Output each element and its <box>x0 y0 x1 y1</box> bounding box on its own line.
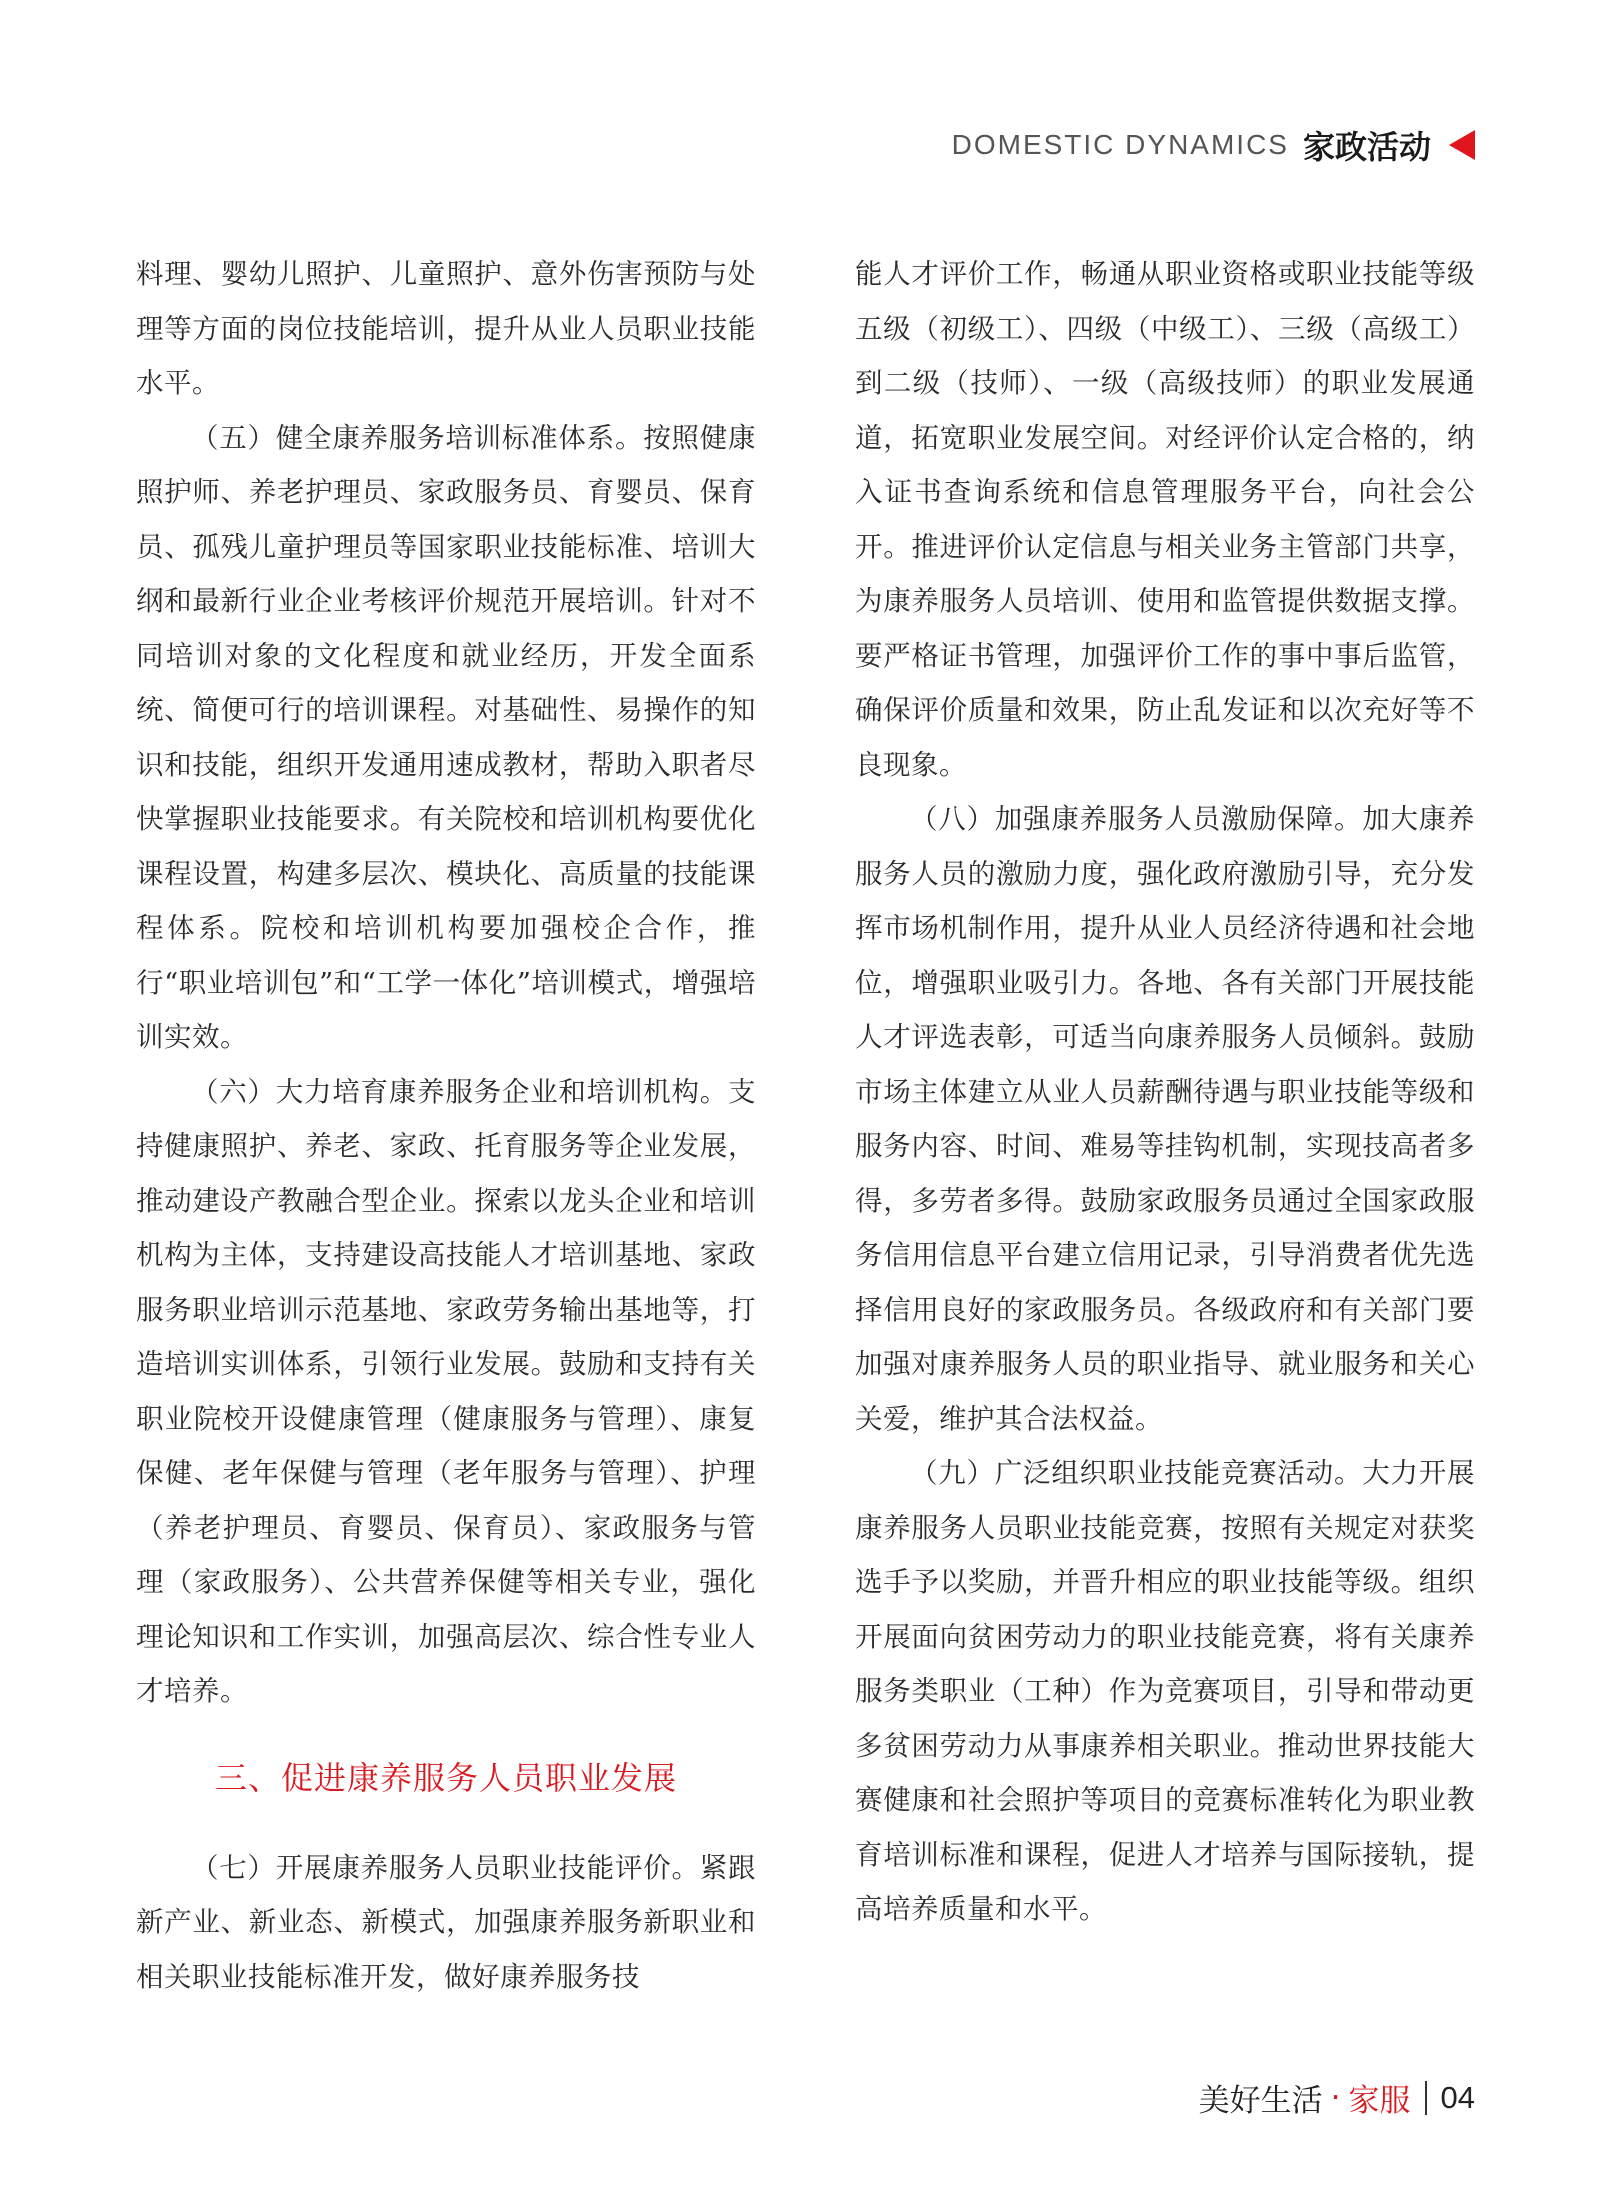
paragraph-item-8: （八）加强康养服务人员激励保障。加大康养服务人员的激励力度，强化政府激励引导，充分发挥市场机制作用，提升从业人员经济待遇和社会地位，增强职业吸引力。各地、各有关部门开展技能人才评选表彰，可适当向康养服务人员倾斜。鼓励市场主体建立从业人员薪酬待遇与职业技能等级和服务内容、时间、难易等挂钩机制，实现技高者多得，多劳者多得。鼓励家政服务员通过全国家政服务信用信息平台建立信用记录，引导消费者优先选择信用良好的家政服务员。各级政府和有关部门要加强对康养服务人员的职业指导、就业服务和关心关爱，维护其合法权益。 <box>855 803 1475 1435</box>
paragraph-item-9: （九）广泛组织职业技能竞赛活动。大力开展康养服务人员职业技能竞赛，按照有关规定对获奖选手予以奖励，并晋升相应的职业技能等级。组织开展面向贫困劳动力的职业技能竞赛，将有关康养服务类职业（工种）作为竞赛项目，引导和带动更多贫困劳动力从事康养相关职业。推动世界技能大赛健康和社会照护等项目的竞赛标准转化为职业教育培训标准和课程，促进人才培养与国际接轨，提高培养质量和水平。 <box>855 1457 1475 1925</box>
footer-divider <box>1425 2081 1427 2115</box>
triangle-left-icon <box>1449 130 1475 160</box>
page-footer <box>1199 2075 1475 2120</box>
header-english-title: DOMESTIC DYNAMICS <box>951 129 1289 160</box>
paragraph-item-5: （五）健全康养服务培训标准体系。按照健康照护师、养老护理员、家政服务员、育婴员、保育员、孤残儿童护理员等国家职业技能标准、培训大纲和最新行业企业考核评价规范开展培训。针对不同培训对象的文化程度和就业经历，开发全面系统、简便可行的培训课程。对基础性、易操作的知识和技能，组织开发通用速成教材，帮助入职者尽快掌握职业技能要求。有关院校和培训机构要优化课程设置，构建多层次、模块化、高质量的技能课程体系。院校和培训机构要加强校企合作，推行“职业培训包”和“工学一体化”培训模式，增强培训实效。 <box>136 421 756 1053</box>
paragraph-continued: 料理、婴幼儿照护、儿童照护、意外伤害预防与处理等方面的岗位技能培训，提升从业人员职业技能水平。 <box>136 258 756 399</box>
footer-dot: · <box>1330 2079 1341 2116</box>
footer-section-name: 家服 <box>1348 2083 1411 2119</box>
paragraph-item-7: （七）开展康养服务人员职业技能评价。紧跟新产业、新业态、新模式，加强康养服务新职业和相关职业技能标准开发，做好康养服务技 <box>136 1851 756 1993</box>
paragraph-continued-right: 能人才评价工作，畅通从职业资格或职业技能等级五级（初级工）、四级（中级工）、三级（高级工）到二级（技师）、一级（高级技师）的职业发展通道，拓宽职业发展空间。对经评价认定合格的，纳入证书查询系统和信息管理服务平台，向社会公开。推进评价认定信息与相关业务主管部门共享，为康养服务人员培训、使用和监管提供数据支撑。要严格证书管理，加强评价工作的事中事后监管，确保评价质量和效果，防止乱发证和以次充好等不良现象。 <box>855 258 1475 781</box>
section-heading: 三、促进康养服务人员职业发展 <box>214 1758 677 1797</box>
page-header <box>952 122 1475 168</box>
left-column <box>136 247 756 2004</box>
header-chinese-title: 家政活动 <box>1302 128 1431 166</box>
right-column <box>855 247 1475 1937</box>
footer-magazine-title: 美好生活 <box>1198 2083 1323 2119</box>
paragraph-item-6: （六）大力培育康养服务企业和培训机构。支持健康照护、养老、家政、托育服务等企业发展，推动建设产教融合型企业。探索以龙头企业和培训机构为主体，支持建设高技能人才培训基地、家政服务职业培训示范基地、家政劳务输出基地等，打造培训实训体系，引领行业发展。鼓励和支持有关职业院校开设健康管理（健康服务与管理）、康复保健、老年保健与管理（老年服务与管理）、护理（养老护理员、育婴员、保育员）、家政服务与管理（家政服务）、公共营养保健等相关专业，强化理论知识和工作实训，加强高层次、综合性专业人才培养。 <box>136 1075 756 1707</box>
page-number: 04 <box>1440 2079 1475 2115</box>
